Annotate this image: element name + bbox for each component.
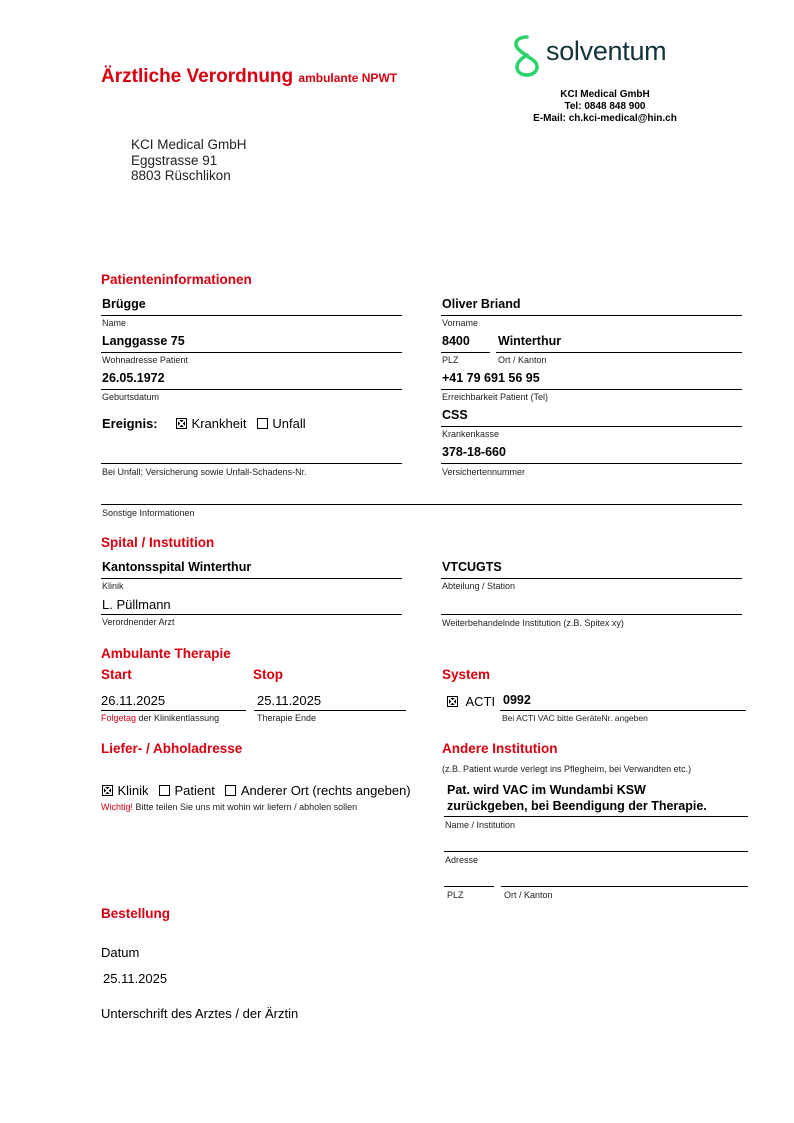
therapy-stop-line [254, 710, 406, 711]
other-institution-city-label: Ort / Kanton [504, 890, 553, 900]
patient-name-value[interactable]: Brügge [102, 297, 146, 311]
section-heading-other-institution: Andere Institution [442, 741, 558, 756]
patient-address-line [101, 352, 402, 353]
order-date-value[interactable]: 25.11.2025 [103, 971, 168, 986]
section-heading-patient: Patienteninformationen [101, 272, 252, 287]
section-heading-therapy: Ambulante Therapie [101, 646, 231, 661]
patient-phone-value[interactable]: +41 79 691 56 95 [442, 371, 540, 385]
delivery-options [102, 782, 411, 800]
section-heading-hospital: Spital / Instutition [101, 535, 215, 550]
title-sub: ambulante NPWT [298, 71, 398, 85]
delivery-other-checkbox[interactable] [225, 785, 236, 796]
other-institution-city-line[interactable] [501, 886, 748, 887]
recipient-line3: 8803 Rüschlikon [131, 168, 231, 183]
patient-birthdate-value[interactable]: 26.05.1972 [102, 371, 165, 385]
department-label: Abteilung / Station [442, 581, 516, 591]
recipient-address [131, 137, 247, 184]
department-value[interactable]: VTCUGTS [442, 560, 502, 574]
system-acti-label: ACTI [465, 694, 496, 709]
patient-insurer-line [441, 426, 742, 427]
contact-company: KCI Medical GmbH [560, 89, 650, 100]
event-unfall-checkbox[interactable] [257, 418, 268, 429]
solventum-s-icon [512, 34, 542, 78]
delivery-other-label: Anderer Ort (rechts angeben) [240, 783, 411, 798]
patient-insurer-value[interactable]: CSS [442, 408, 468, 422]
document-title [101, 66, 397, 88]
doctor-value[interactable]: L. Püllmann [102, 597, 171, 612]
order-date-label: Datum [101, 945, 140, 960]
clinic-line [101, 578, 402, 579]
system-row [447, 693, 495, 711]
other-institution-name-line2: zurückgeben, bei Beendigung der Therapie. [447, 799, 707, 813]
clinic-value[interactable]: Kantonsspital Winterthur [102, 560, 252, 574]
system-acti-checkbox[interactable] [447, 696, 458, 707]
delivery-note-text: Bitte teilen Sie uns mit wohin wir liefern / abholen sollen [135, 802, 358, 812]
accident-insurance-line[interactable] [101, 463, 402, 464]
therapy-start-heading: Start [101, 667, 132, 682]
other-info-label: Sonstige Informationen [102, 508, 195, 518]
clinic-label: Klinik [102, 581, 124, 591]
contact-block [510, 89, 700, 125]
event-krankheit-checkbox[interactable] [176, 418, 187, 429]
event-row [102, 415, 306, 433]
therapy-start-value[interactable]: 26.11.2025 [101, 693, 166, 708]
patient-address-label: Wohnadresse Patient [102, 355, 188, 365]
contact-tel: Tel: 0848 848 900 [564, 101, 646, 112]
department-line [441, 578, 742, 579]
device-number-value[interactable]: 0992 [503, 693, 531, 707]
patient-firstname-value[interactable]: Oliver Briand [442, 297, 521, 311]
patient-phone-line [441, 389, 742, 390]
therapy-system-heading: System [442, 667, 491, 682]
patient-birthdate-label: Geburtsdatum [102, 392, 160, 402]
other-institution-plz-line[interactable] [444, 886, 494, 887]
title-main: Ärztliche Verordnung [101, 66, 294, 87]
patient-plz-value[interactable]: 8400 [442, 334, 470, 348]
patient-insurer-label: Krankenkasse [442, 429, 500, 439]
event-unfall-label: Unfall [272, 416, 306, 431]
patient-name-label: Name [102, 318, 127, 328]
therapy-stop-label: Therapie Ende [257, 713, 317, 723]
patient-address-value[interactable]: Langgasse 75 [102, 334, 185, 348]
contact-email: E-Mail: ch.kci-medical@hin.ch [533, 113, 677, 124]
delivery-klinik-label: Klinik [117, 783, 149, 798]
therapy-stop-value[interactable]: 25.11.2025 [257, 693, 322, 708]
delivery-note-important: Wichtig! [101, 802, 134, 812]
therapy-start-line [101, 710, 246, 711]
patient-city-value[interactable]: Winterthur [498, 334, 562, 348]
therapy-stop-heading: Stop [253, 667, 283, 682]
solventum-logo [512, 34, 667, 83]
section-heading-delivery: Liefer- / Abholadresse [101, 741, 243, 756]
patient-phone-label: Erreichbarkeit Patient (Tel) [442, 392, 549, 402]
other-institution-name-line1: Pat. wird VAC im Wundambi KSW [447, 783, 646, 797]
delivery-patient-checkbox[interactable] [159, 785, 170, 796]
device-number-line [500, 710, 746, 711]
insurance-number-label: Versichertennummer [442, 467, 526, 477]
therapy-start-label-rest: der Klinikentlassung [136, 713, 220, 723]
patient-name-line [101, 315, 402, 316]
doctor-line [101, 614, 402, 615]
event-label: Ereignis: [102, 416, 158, 431]
patient-plz-label: PLZ [442, 355, 459, 365]
patient-birthdate-line [101, 389, 402, 390]
recipient-line1: KCI Medical GmbH [131, 137, 247, 152]
followup-institution-label: Weiterbehandelnde Institution (z.B. Spitex xy) [442, 618, 624, 628]
therapy-start-label [101, 713, 219, 723]
patient-city-label: Ort / Kanton [498, 355, 547, 365]
patient-firstname-label: Vorname [442, 318, 479, 328]
patient-plz-line [441, 352, 490, 353]
followup-institution-line[interactable] [441, 614, 742, 615]
other-institution-address-label: Adresse [445, 855, 479, 865]
patient-firstname-line [441, 315, 742, 316]
delivery-klinik-checkbox[interactable] [102, 785, 113, 796]
logo-wordmark: solventum [546, 36, 667, 66]
other-institution-name-label: Name / Institution [445, 820, 516, 830]
doctor-label: Verordnender Arzt [102, 617, 175, 627]
device-number-label: Bei ACTI VAC bitte GeräteNr. angeben [502, 713, 648, 723]
accident-insurance-label: Bei Unfall; Versicherung sowie Unfall-Schadens-Nr. [102, 467, 307, 477]
signature-label: Unterschrift des Arztes / der Ärztin [101, 1006, 299, 1021]
insurance-number-value[interactable]: 378-18-660 [442, 445, 506, 459]
therapy-start-label-red: Folgetag [101, 713, 137, 723]
other-institution-hint: (z.B. Patient wurde verlegt ins Pflegheim, bei Verwandten etc.) [442, 764, 692, 774]
other-institution-name-line [444, 816, 748, 817]
recipient-line2: Eggstrasse 91 [131, 152, 218, 168]
other-institution-address-line[interactable] [444, 851, 748, 852]
section-heading-order: Bestellung [101, 906, 171, 921]
delivery-patient-label: Patient [174, 783, 215, 798]
other-info-line[interactable] [101, 504, 742, 505]
patient-city-line [496, 352, 742, 353]
other-institution-plz-label: PLZ [447, 890, 464, 900]
event-krankheit-label: Krankheit [191, 416, 247, 431]
delivery-note [101, 802, 357, 812]
insurance-number-line [441, 463, 742, 464]
other-institution-name-value[interactable] [447, 782, 707, 814]
